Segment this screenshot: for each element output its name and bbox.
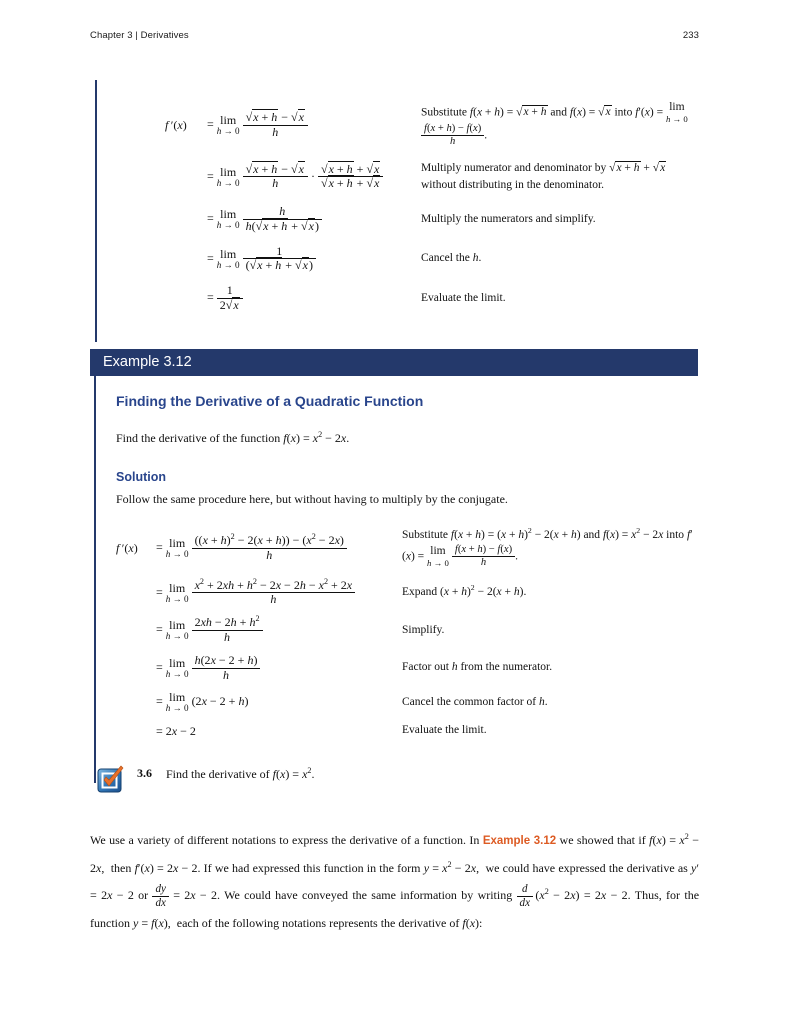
equation-row xyxy=(116,654,698,683)
equation-note: Substitute $f(x + h) = (x + h)^2 - 2(x + h)$ and $f(x) = x^2 - 2x$ into f′(x) = lim h → 0 $\frac{f(x + h) - f(x)}{h}$ . xyxy=(402,526,693,569)
equation-math: = lim h → 0 $\frac{h}{h(√x + h + √x)}$ xyxy=(207,205,415,234)
equation-row xyxy=(165,160,699,195)
checkpoint-number: 3.6 xyxy=(137,766,152,780)
equation-note: Multiply the numerators and simplify. xyxy=(421,212,596,225)
example-box xyxy=(90,349,698,783)
equation-math: = 2x − 2 xyxy=(156,723,196,738)
equation-row xyxy=(165,245,699,274)
equation-note: Expand $(x + h)^2 - 2(x + h)$. xyxy=(402,583,527,599)
checkpoint-text: Find the derivative of $f(x) = x^2$. xyxy=(166,766,315,781)
equation-math: = lim h → 0 $\frac{((x + h)^2 - 2(x + h)) - (x^2 - 2x)}{h}$ xyxy=(156,534,396,563)
checkpoint xyxy=(97,762,698,798)
body-paragraph: We use a variety of different notations to express the derivative of a function. In Example 3.12 we showed that if $f(x) = x^2 - 2x$, then f′(x) = 2x − 2. If we had expressed this function in the form $y = x^2 - 2x$, we could have expressed the derivative as y′ = 2x − 2 or $\frac{dy}{dx}$ = 2x − 2. We could have conveyed the same information by writing $\frac{d}{dx}$ $(x^2 - 2x) = 2x - 2$. Thus, for the function y = f(x), each of the following notations represents the derivative of f(x): xyxy=(90,832,700,930)
equation-math: = lim h → 0 $\frac{2xh - 2h + h^2}{h}$ xyxy=(156,616,396,645)
equation-row xyxy=(116,576,698,608)
equation-row xyxy=(165,102,699,149)
solution-intro: Follow the same procedure here, but without having to multiply by the conjugate. xyxy=(116,492,508,506)
equation-math: = $\frac{1}{2√x}$ xyxy=(207,284,415,313)
page-number: 233 xyxy=(682,30,699,41)
solution-heading: Solution xyxy=(116,470,166,484)
example-banner: Example 3.12 xyxy=(90,349,698,376)
equation-note: Simplify. xyxy=(402,623,445,636)
equation-row xyxy=(165,284,699,313)
equation-note: Factor out h from the numerator. xyxy=(402,661,553,674)
equation-lhs: f ′(x) xyxy=(165,117,187,132)
equation-note: Evaluate the limit. xyxy=(421,291,506,304)
example-problem: Find the derivative of the function $f(x) = x^2 - 2x$. xyxy=(116,430,350,445)
equation-math: = lim h → 0 $\frac{x^2 + 2xh + h^2 - 2x - 2h - x^2 + 2x}{h}$ xyxy=(156,579,396,608)
equation-math: = lim h → 0 $\frac{1}{(√x + h + √x)}$ xyxy=(207,245,415,274)
equation-lhs: f ′(x) xyxy=(116,540,138,555)
equation-note: Cancel the common factor of h. xyxy=(402,695,548,708)
example-title: Finding the Derivative of a Quadratic Function xyxy=(116,393,424,409)
equation-row xyxy=(116,527,698,570)
equation-row xyxy=(116,616,698,645)
equation-note: Substitute f(x + h) = √x + h and f(x) = √x into f′(x) = lim h → 0 $\frac{f(x + h) - f(x)}{h}$ . xyxy=(421,101,688,148)
equation-math: = lim h → 0 $\frac{√x + h - √x}{h}$ xyxy=(207,111,415,140)
equation-math: = lim h → 0 $\frac{√x + h - √x}{h}$ · $\frac{√x + h + √x}{√x + h + √x}$ xyxy=(207,163,415,192)
checkpoint-icon xyxy=(97,764,131,798)
equation-math: = lim h → 0 (2x − 2 + h) xyxy=(156,690,249,714)
derivation-block-sqrt xyxy=(95,80,699,342)
running-head: Chapter 3 | Derivatives xyxy=(90,30,189,41)
example-body xyxy=(94,376,698,783)
equation-math: = lim h → 0 $\frac{h(2x - 2 + h)}{h}$ xyxy=(156,654,396,683)
page-header xyxy=(90,30,699,41)
derivation-block-quadratic xyxy=(116,527,698,740)
equation-row xyxy=(116,722,698,739)
equation-note: Evaluate the limit. xyxy=(402,724,487,737)
equation-row xyxy=(116,691,698,713)
equation-note: Cancel the h. xyxy=(421,252,482,265)
equation-row xyxy=(165,205,699,234)
equation-note: Multiply numerator and denominator by √x + h + √x without distributing in the denominator. xyxy=(421,161,666,191)
